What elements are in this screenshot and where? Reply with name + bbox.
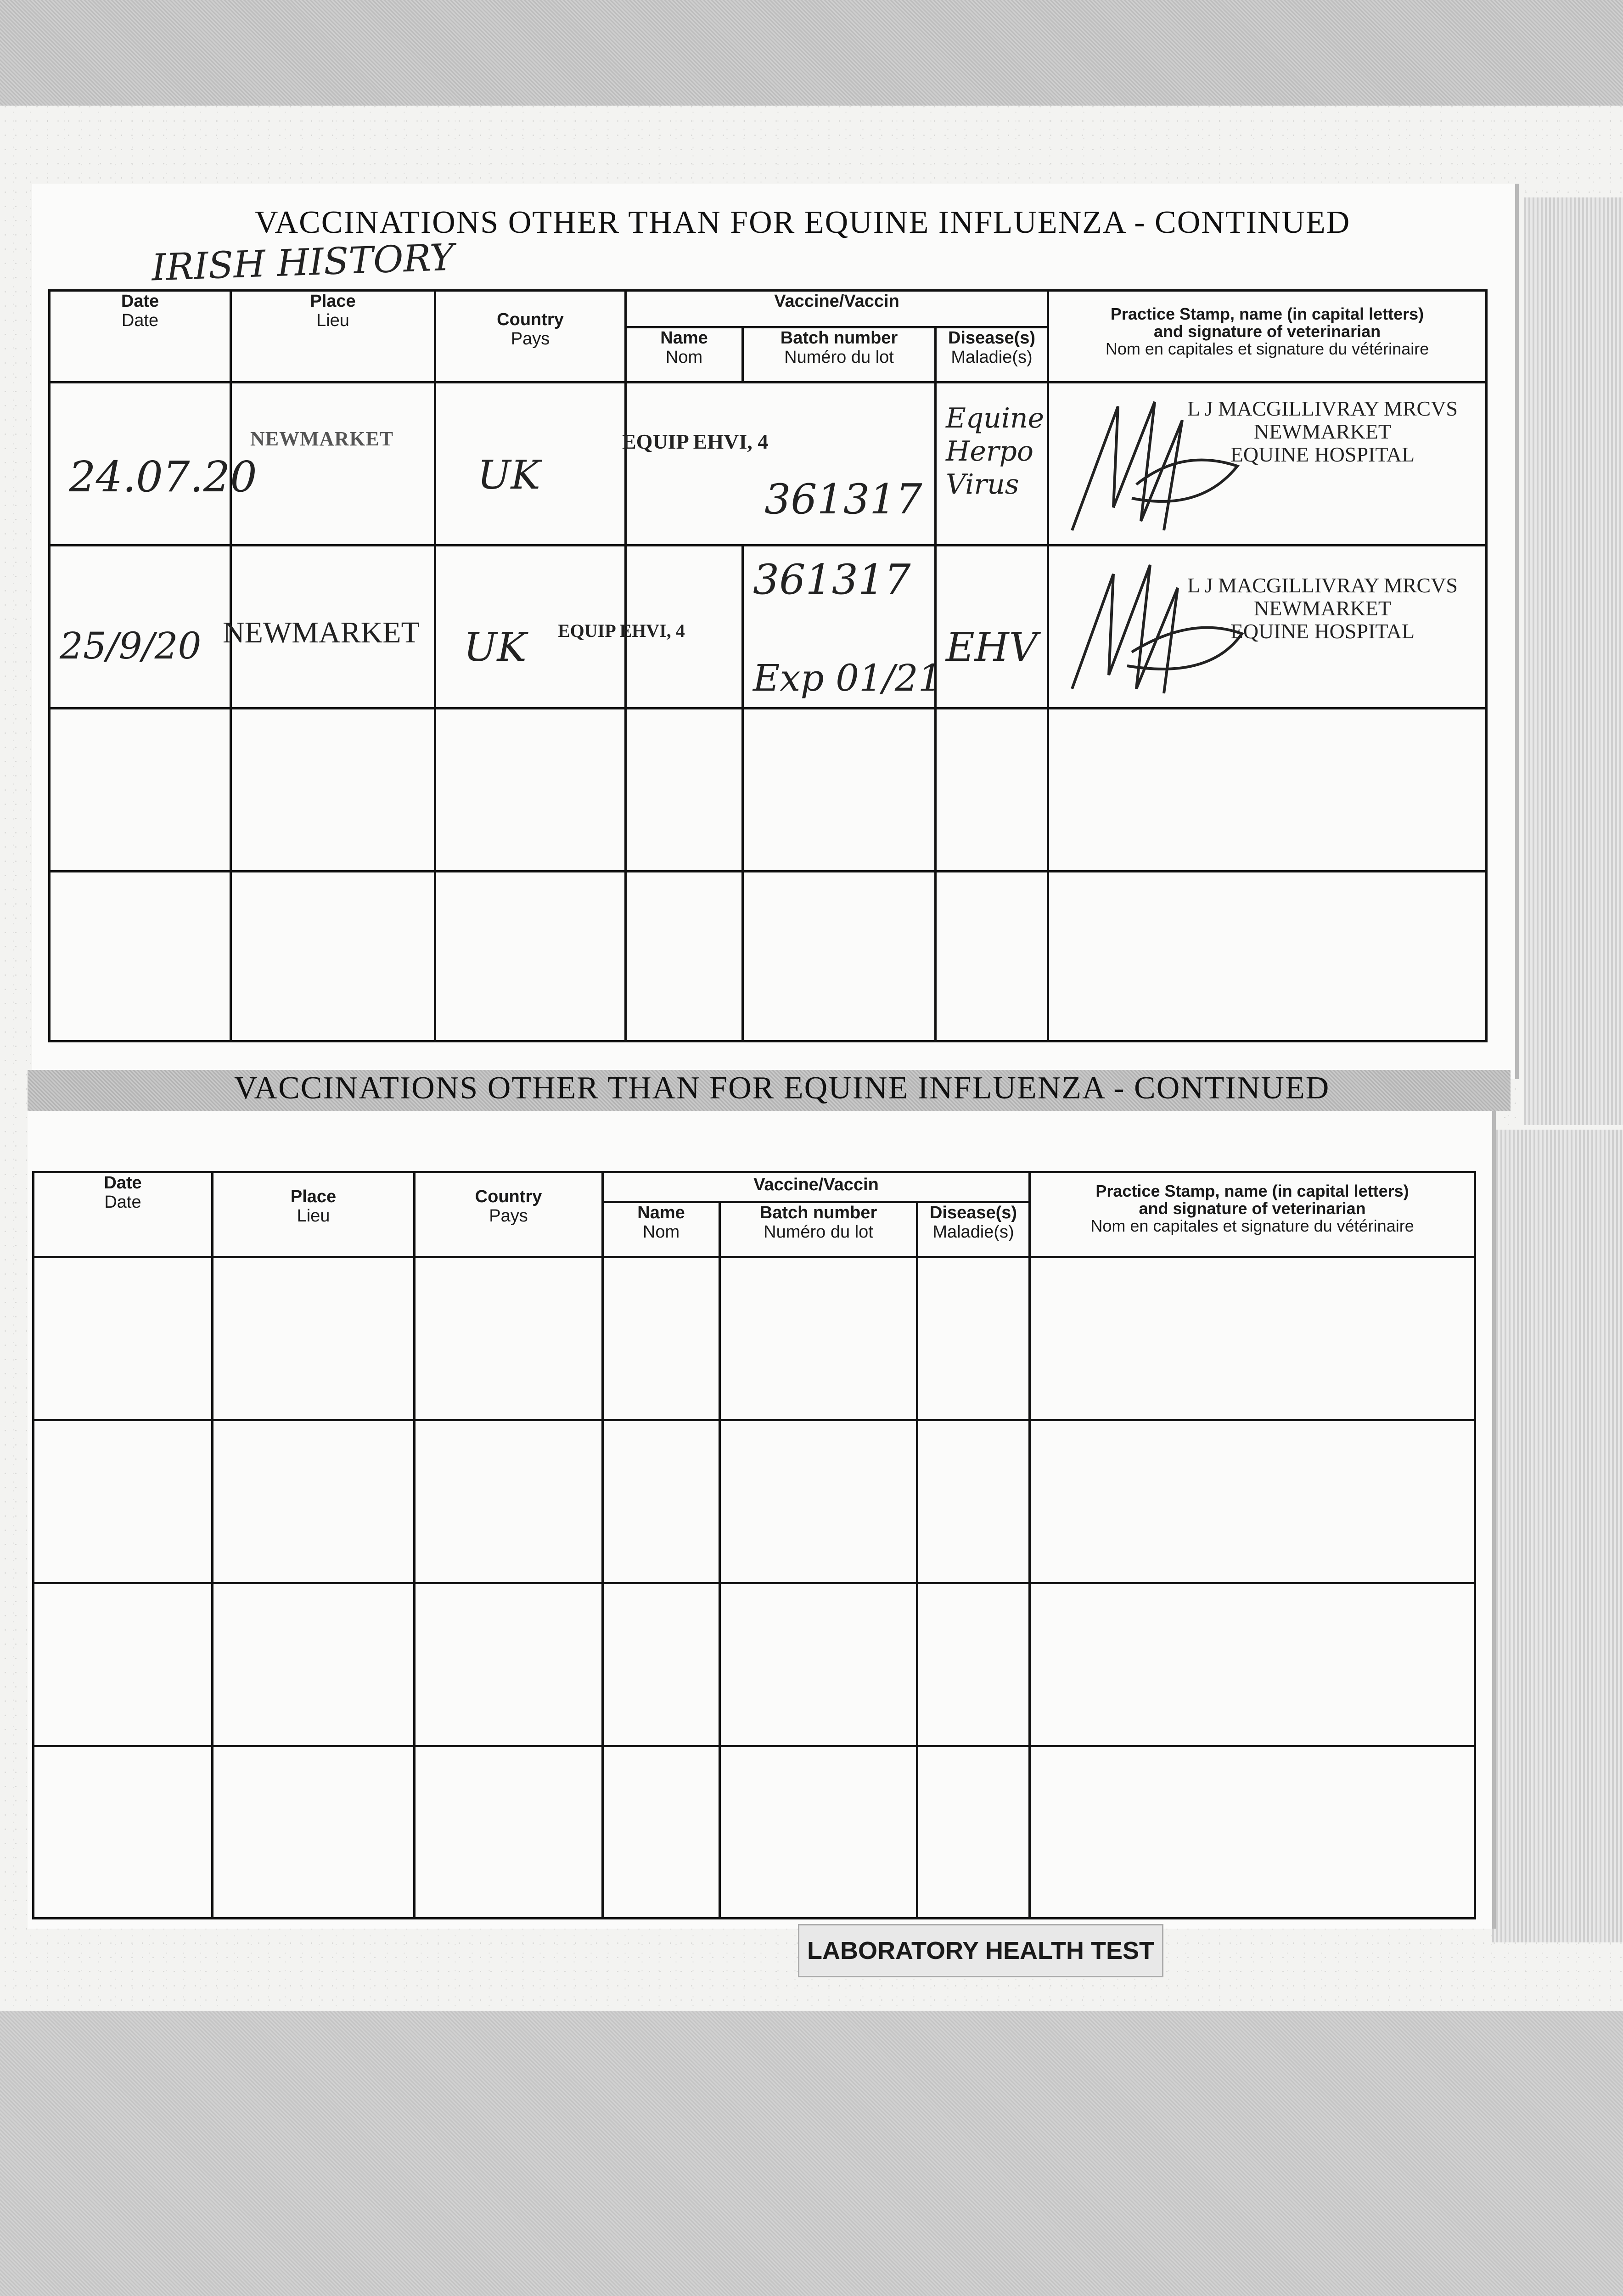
header-vaccine: Vaccine/Vaccin [626,291,1048,327]
header-vaccine-name: Name Nom [626,327,743,383]
lower-section-title: VACCINATIONS OTHER THAN FOR EQUINE INFLUENZA - CONTINUED [234,1070,1330,1106]
table-row [50,383,1487,546]
cell-date: 25/9/20 [50,546,231,709]
vet-stamp: L J MACGILLIVRAY MRCVS NEWMARKET EQUINE HOSPITAL [1187,397,1458,466]
cell-disease: Equine Herpo Virus [936,383,1048,546]
header-country: Country Pays [435,291,626,383]
header-vaccine-name: Name Nom [603,1202,720,1257]
cell-vaccine-name: EQUIP EHVI, 4 [626,546,743,709]
table-row [34,1746,1475,1919]
header-disease: Disease(s) Maladie(s) [936,327,1048,383]
laboratory-health-test-label: LABORATORY HEALTH TEST [798,1924,1163,1977]
cell-country: UK [435,383,626,546]
header-batch: Batch number Numéro du lot [743,327,936,383]
scan-band-top [0,0,1623,106]
cell-vaccine: EQUIP EHVI, 4 361317 [626,383,936,546]
header-vaccine: Vaccine/Vaccin [603,1172,1030,1202]
header-date: Date Date [34,1172,213,1257]
header-place: Place Lieu [213,1172,415,1257]
cell-disease: EHV [936,546,1048,709]
cell-country: UK [435,546,626,709]
header-practice: Practice Stamp, name (in capital letters) and signature of veterinarian Nom en capitales et signature du vétérinaire [1048,291,1487,383]
cell-practice [1048,546,1487,709]
vet-stamp: L J MACGILLIVRAY MRCVS NEWMARKET EQUINE HOSPITAL [1187,574,1458,643]
cell-practice [1048,383,1487,546]
header-place: Place Lieu [231,291,435,383]
upper-vaccination-table [48,289,1488,1042]
table-row [34,1420,1475,1583]
cell-batch: 361317 Exp 01/21 [743,546,936,709]
cell-place: NEWMARKET [231,383,435,546]
handwritten-note: IRISH HISTORY [151,236,455,289]
header-batch: Batch number Numéro du lot [720,1202,917,1257]
header-country: Country Pays [415,1172,603,1257]
scan-band-bottom [0,2011,1623,2296]
table-row [50,709,1487,872]
page-edge-upper [1524,197,1623,1125]
cell-place: NEWMARKET [231,546,435,709]
table-row [34,1583,1475,1746]
cell-date: 24.07.20 [50,383,231,546]
table-row [50,546,1487,709]
header-practice: Practice Stamp, name (in capital letters) and signature of veterinarian Nom en capitales et signature du vétérinaire [1030,1172,1475,1257]
lower-vaccination-table [32,1171,1476,1919]
upper-section-title: VACCINATIONS OTHER THAN FOR EQUINE INFLUENZA - CONTINUED [255,205,1351,240]
header-date: Date Date [50,291,231,383]
table-row [50,872,1487,1041]
table-row [34,1257,1475,1420]
header-disease: Disease(s) Maladie(s) [917,1202,1030,1257]
page-edge-lower [1492,1130,1623,1942]
